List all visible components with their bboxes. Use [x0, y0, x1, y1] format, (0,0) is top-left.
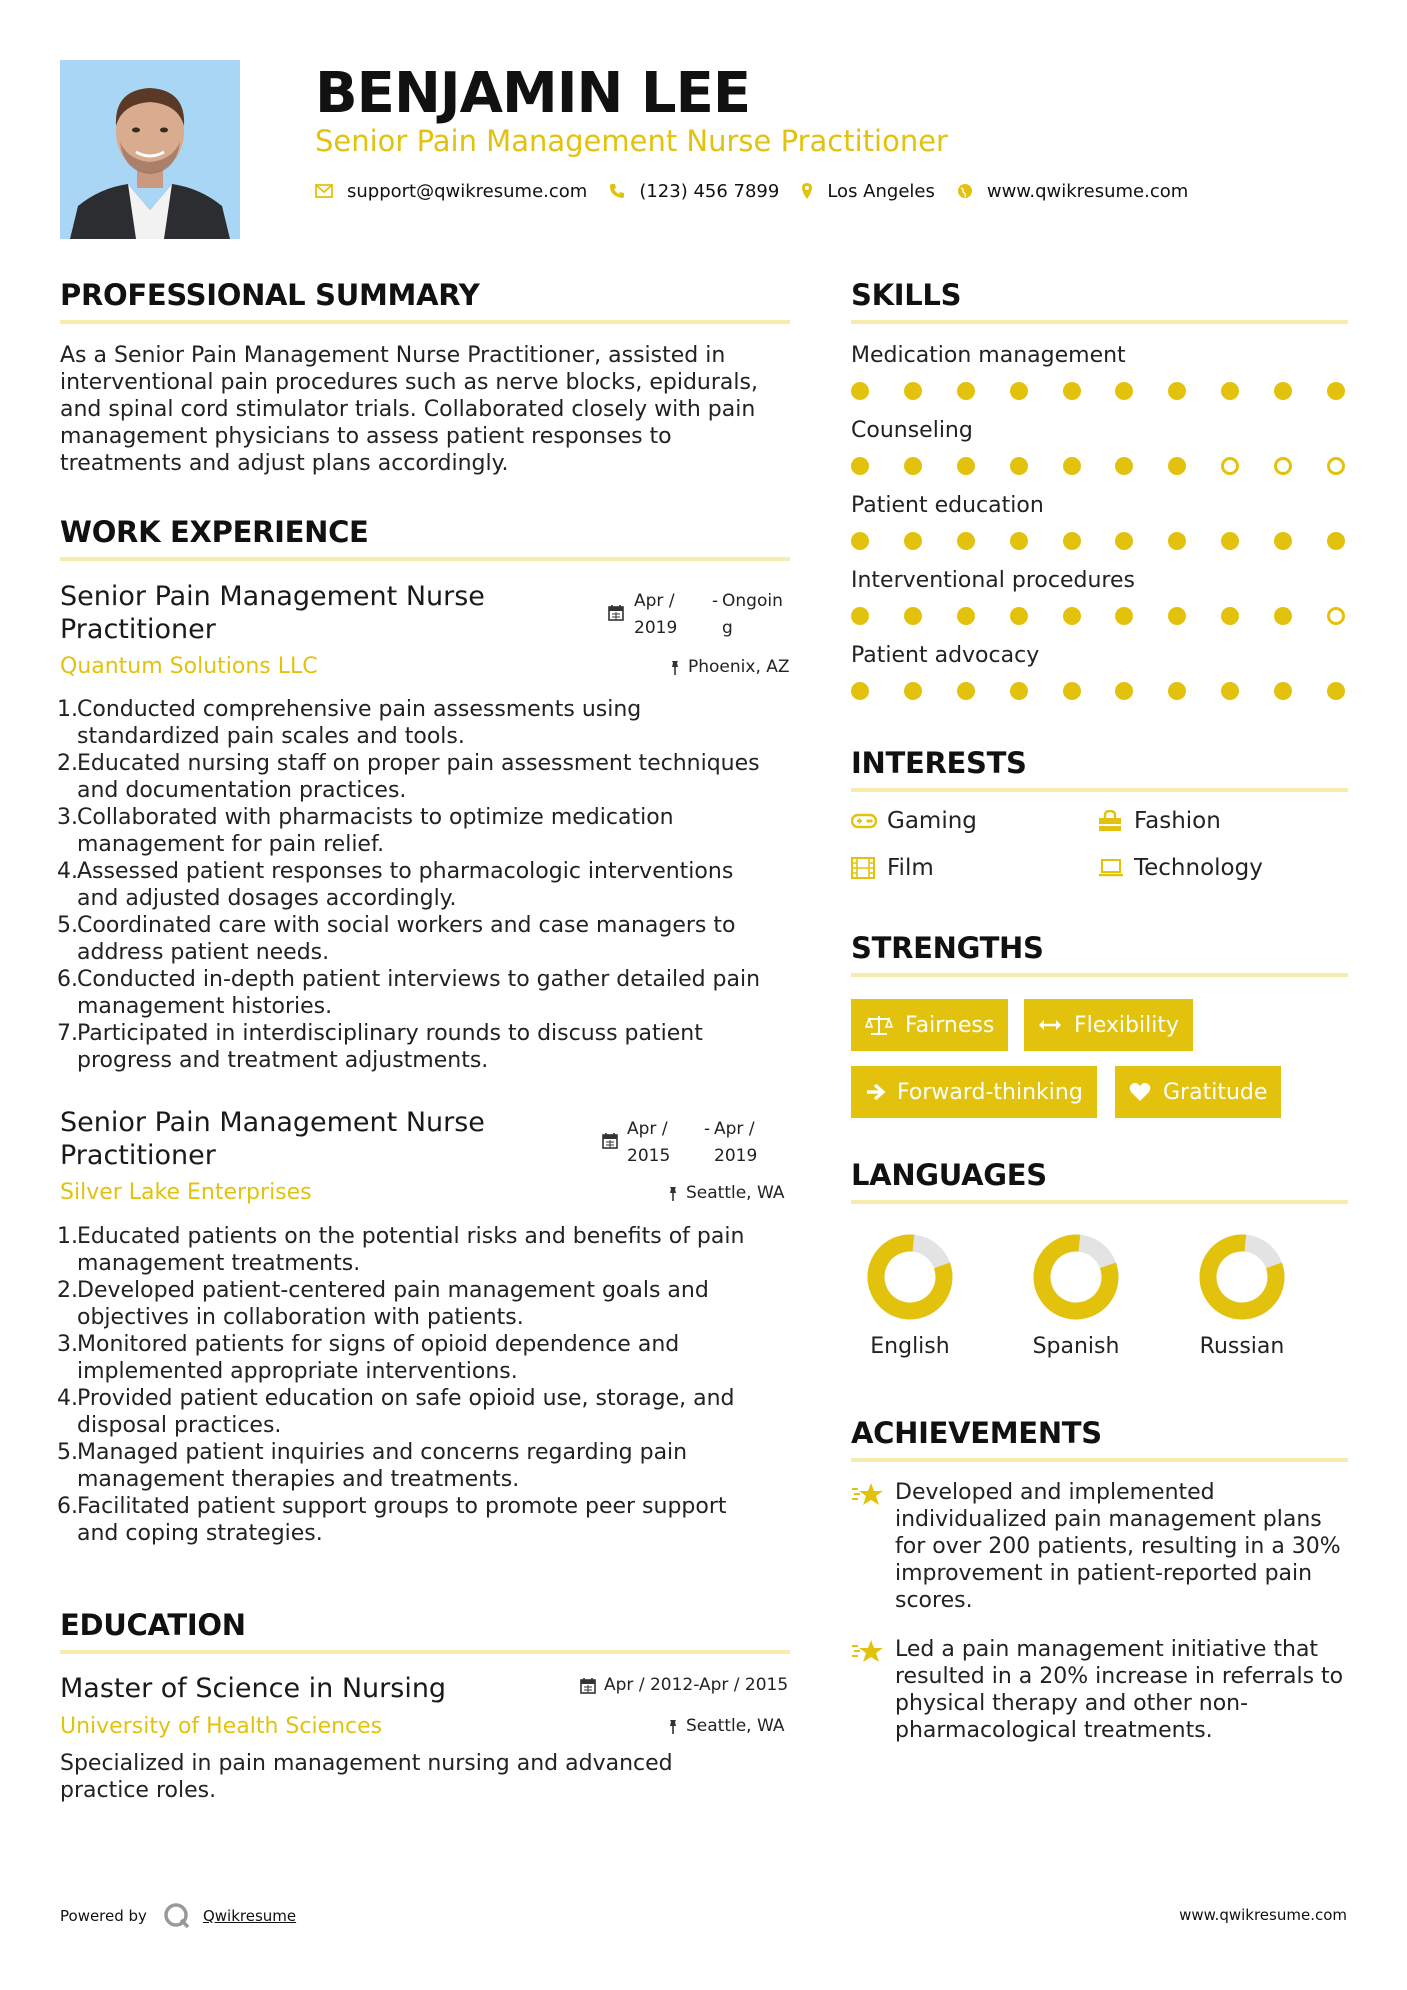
summary-line: treatments and adjust plans accordingly. — [60, 451, 509, 476]
list-item — [57, 966, 802, 1020]
item-number: 4. — [57, 1386, 78, 1411]
section-divider — [60, 1650, 790, 1654]
calendar-icon — [580, 1677, 596, 1694]
job-title-line: Senior Pain Management Nurse — [60, 1107, 485, 1138]
job-title — [60, 1106, 485, 1172]
rating-dot-empty — [1327, 607, 1345, 625]
text-line: objectives in collaboration with patients. — [77, 1305, 524, 1330]
item-text — [77, 1223, 744, 1277]
job-end-date — [714, 1116, 757, 1170]
film-icon — [851, 857, 887, 879]
rating-dot-filled — [1168, 532, 1186, 550]
text-line: scores. — [895, 1588, 973, 1613]
rating-dot-filled — [1221, 532, 1239, 550]
duty-list — [57, 1223, 802, 1547]
rating-dot-filled — [904, 532, 922, 550]
text-line: Managed patient inquiries and concerns regarding pain — [77, 1440, 688, 1465]
list-item — [57, 750, 802, 804]
summary-line: management physicians to assess patient responses to — [60, 424, 672, 449]
text-line: individualized pain management plans — [895, 1507, 1322, 1532]
rating-dot-filled — [957, 457, 975, 475]
language-gauge — [1016, 1232, 1136, 1322]
item-text — [77, 1439, 687, 1493]
rating-dot-filled — [1063, 532, 1081, 550]
rating-dot-filled — [957, 682, 975, 700]
laptop-icon — [1098, 858, 1134, 878]
job-location — [668, 1180, 785, 1207]
rating-dot-filled — [1327, 382, 1345, 400]
rating-dot-filled — [851, 382, 869, 400]
school-name: University of Health Sciences — [60, 1714, 383, 1739]
text-line: Assessed patient responses to pharmacologic interventions — [77, 859, 734, 884]
education-description — [60, 1750, 673, 1804]
education-heading: EDUCATION — [60, 1608, 246, 1642]
date-part: g — [722, 618, 733, 638]
text-line: management histories. — [77, 994, 333, 1019]
interest-item — [851, 855, 934, 881]
rating-dot-empty — [1221, 457, 1239, 475]
job-title-line: Practitioner — [60, 1140, 216, 1171]
rating-dot-empty — [1274, 457, 1292, 475]
achievement-text — [895, 1636, 1343, 1744]
text-line: implemented appropriate interventions. — [77, 1359, 518, 1384]
rating-dot-filled — [1327, 532, 1345, 550]
rating-dot-filled — [1063, 682, 1081, 700]
item-number: 5. — [57, 1440, 78, 1465]
skill-item — [851, 418, 1345, 475]
rating-dot-filled — [1168, 382, 1186, 400]
date-separator: - — [704, 1119, 711, 1139]
skill-item — [851, 568, 1345, 625]
summary-line: and spinal cord stimulator trials. Collaborated closely with pain — [60, 397, 756, 422]
text-line: pharmacological treatments. — [895, 1718, 1213, 1743]
rating-dot-filled — [957, 382, 975, 400]
section-divider — [60, 557, 790, 561]
text-line: and documentation practices. — [77, 778, 407, 803]
item-number: 4. — [57, 859, 78, 884]
language-label: Russian — [1199, 1334, 1285, 1359]
pin-icon — [668, 1719, 678, 1735]
calendar-icon — [608, 604, 624, 625]
balance-scale-icon — [865, 1014, 893, 1036]
achievement-text — [895, 1479, 1341, 1614]
list-item — [57, 912, 802, 966]
gauge-fill — [1198, 1233, 1285, 1320]
job-location-text: Seattle, WA — [686, 1183, 785, 1203]
section-divider — [60, 320, 790, 324]
contact-website[interactable]: www.qwikresume.com — [986, 180, 1189, 202]
summary-line: As a Senior Pain Management Nurse Practitioner, assisted in — [60, 343, 726, 368]
rating-dot-filled — [957, 532, 975, 550]
profile-photo — [60, 60, 240, 239]
item-number: 2. — [57, 751, 78, 776]
skill-item — [851, 493, 1345, 550]
language-gauge — [1182, 1232, 1302, 1322]
star-badge-icon — [851, 1636, 895, 1744]
interest-label: Film — [887, 855, 934, 881]
text-line: Led a pain management initiative that — [895, 1637, 1319, 1662]
date-part: 2019 — [634, 618, 678, 638]
summary-line: interventional pain procedures such as nerve blocks, epidurals, — [60, 370, 758, 395]
job-title — [60, 580, 485, 646]
text-line: physical therapy and other non- — [895, 1691, 1249, 1716]
list-item — [57, 804, 802, 858]
shopping-bag-icon — [1098, 810, 1134, 832]
rating-dot-filled — [904, 607, 922, 625]
skill-rating — [851, 382, 1345, 400]
rating-dot-filled — [904, 457, 922, 475]
language-label: Spanish — [1032, 1334, 1120, 1359]
skill-label: Interventional procedures — [851, 568, 1135, 593]
language-gauge — [850, 1232, 970, 1322]
candidate-role: Senior Pain Management Nurse Practitioner — [315, 124, 948, 158]
skill-item — [851, 643, 1345, 700]
text-line: Participated in interdisciplinary rounds to discuss patient — [77, 1021, 703, 1046]
heart-icon — [1129, 1082, 1151, 1102]
qwikresume-logo-icon — [163, 1902, 191, 1930]
rating-dot-filled — [1327, 682, 1345, 700]
section-divider — [851, 320, 1348, 324]
skill-label: Patient advocacy — [851, 643, 1040, 668]
job-title-line: Practitioner — [60, 614, 216, 645]
strength-label: Gratitude — [1163, 1079, 1268, 1105]
rating-dot-filled — [1168, 682, 1186, 700]
date-part: Ongoin — [722, 591, 783, 611]
language-label: English — [870, 1334, 950, 1359]
strength-label: Fairness — [905, 1012, 995, 1038]
rating-dot-filled — [851, 532, 869, 550]
skill-rating — [851, 532, 1345, 550]
text-line: and adjusted dosages accordingly. — [77, 886, 457, 911]
powered-by-text: Powered by — [60, 1907, 147, 1925]
contact-bar — [315, 178, 1210, 204]
company-name: Silver Lake Enterprises — [60, 1180, 312, 1205]
item-text — [77, 750, 760, 804]
text-line: Provided patient education on safe opioid use, storage, and — [77, 1386, 735, 1411]
education-location-text: Seattle, WA — [686, 1716, 785, 1736]
summary-heading: PROFESSIONAL SUMMARY — [60, 278, 480, 312]
star-badge-icon — [851, 1479, 895, 1614]
rating-dot-filled — [1063, 607, 1081, 625]
rating-dot-filled — [1221, 607, 1239, 625]
skill-rating — [851, 457, 1345, 475]
text-line: and coping strategies. — [77, 1521, 323, 1546]
arrow-right-icon — [865, 1083, 885, 1101]
language-item — [1016, 1232, 1136, 1359]
item-number: 6. — [57, 967, 78, 992]
item-number: 3. — [57, 805, 78, 830]
text-line: Specialized in pain management nursing and advanced — [60, 1751, 673, 1776]
footer-powered-by — [60, 1902, 296, 1930]
duty-list — [57, 696, 802, 1074]
work-heading: WORK EXPERIENCE — [60, 515, 369, 549]
job-location — [670, 654, 790, 681]
list-item — [57, 1331, 802, 1385]
date-part: 2019 — [714, 1146, 758, 1166]
interests-heading: INTERESTS — [851, 746, 1027, 780]
skill-label: Medication management — [851, 343, 1126, 368]
rating-dot-filled — [1168, 457, 1186, 475]
item-number: 3. — [57, 1332, 78, 1357]
list-item — [57, 1493, 802, 1547]
text-line: management for pain relief. — [77, 832, 385, 857]
text-line: practice roles. — [60, 1778, 217, 1803]
item-number: 1. — [57, 1224, 78, 1249]
job-location-text: Phoenix, AZ — [688, 657, 790, 677]
rating-dot-filled — [1221, 382, 1239, 400]
text-line: management treatments. — [77, 1251, 361, 1276]
job-start-date — [627, 1116, 670, 1170]
item-number: 1. — [57, 697, 78, 722]
rating-dot-empty — [1327, 457, 1345, 475]
list-item — [57, 1277, 802, 1331]
rating-dot-filled — [1274, 682, 1292, 700]
contact-email[interactable]: support@qwikresume.com — [347, 180, 588, 202]
gauge-fill — [866, 1233, 953, 1320]
achievement-item — [851, 1636, 1343, 1744]
strength-tag — [1115, 1066, 1281, 1118]
contact-location: Los Angeles — [827, 180, 935, 202]
contact-phone[interactable]: (123) 456 7899 — [639, 180, 780, 202]
skill-rating — [851, 682, 1345, 700]
skill-label: Patient education — [851, 493, 1044, 518]
rating-dot-filled — [904, 382, 922, 400]
list-item — [57, 696, 802, 750]
interest-item — [851, 808, 977, 834]
item-number: 7. — [57, 1021, 78, 1046]
text-line: Educated patients on the potential risks and benefits of pain — [77, 1224, 745, 1249]
text-line: Developed and implemented — [895, 1480, 1215, 1505]
globe-icon — [957, 183, 973, 199]
rating-dot-filled — [1115, 682, 1133, 700]
rating-dot-filled — [1115, 457, 1133, 475]
arrows-horizontal-icon — [1038, 1019, 1062, 1031]
section-divider — [851, 1200, 1348, 1204]
education-dates-text: Apr / 2012-Apr / 2015 — [604, 1675, 789, 1695]
interest-item — [1098, 855, 1263, 881]
skill-rating — [851, 607, 1345, 625]
rating-dot-filled — [1115, 382, 1133, 400]
list-item — [57, 858, 802, 912]
languages-heading: LANGUAGES — [851, 1158, 1047, 1192]
footer-website[interactable]: www.qwikresume.com — [1179, 1906, 1347, 1924]
rating-dot-filled — [851, 607, 869, 625]
rating-dot-filled — [1168, 607, 1186, 625]
rating-dot-filled — [1115, 607, 1133, 625]
item-text — [77, 1493, 727, 1547]
date-part: Apr / — [634, 591, 675, 611]
item-number: 5. — [57, 913, 78, 938]
pin-icon — [670, 660, 680, 676]
rating-dot-filled — [904, 682, 922, 700]
item-text — [77, 1277, 709, 1331]
item-number: 6. — [57, 1494, 78, 1519]
company-name: Quantum Solutions LLC — [60, 654, 318, 679]
interest-label: Fashion — [1134, 808, 1221, 834]
date-part: Apr / — [714, 1119, 755, 1139]
envelope-icon — [315, 184, 333, 198]
date-part: 2015 — [627, 1146, 671, 1166]
section-divider — [851, 1458, 1348, 1462]
interest-label: Gaming — [887, 808, 977, 834]
text-line: for over 200 patients, resulting in a 30% — [895, 1534, 1341, 1559]
degree-title: Master of Science in Nursing — [60, 1673, 447, 1704]
rating-dot-filled — [957, 607, 975, 625]
summary-text — [60, 342, 800, 477]
item-text — [77, 912, 735, 966]
education-location — [668, 1713, 785, 1740]
item-text — [77, 1020, 703, 1074]
item-text — [77, 1331, 679, 1385]
strength-tag — [1024, 999, 1193, 1051]
date-part: Apr / — [627, 1119, 668, 1139]
map-pin-icon — [801, 182, 813, 200]
skills-heading: SKILLS — [851, 278, 962, 312]
rating-dot-filled — [1274, 532, 1292, 550]
date-separator: - — [712, 591, 719, 611]
skill-label: Counseling — [851, 418, 973, 443]
text-line: Monitored patients for signs of opioid dependence and — [77, 1332, 680, 1357]
rating-dot-filled — [851, 457, 869, 475]
rating-dot-filled — [1063, 382, 1081, 400]
rating-dot-filled — [1063, 457, 1081, 475]
rating-dot-filled — [1274, 382, 1292, 400]
rating-dot-filled — [1010, 382, 1028, 400]
achievements-heading: ACHIEVEMENTS — [851, 1416, 1102, 1450]
strength-label: Flexibility — [1074, 1012, 1179, 1038]
language-item — [1182, 1232, 1302, 1359]
rating-dot-filled — [851, 682, 869, 700]
calendar-icon — [602, 1132, 618, 1153]
language-item — [850, 1232, 970, 1359]
skill-item — [851, 343, 1345, 400]
rating-dot-filled — [1010, 532, 1028, 550]
section-divider — [851, 973, 1348, 977]
text-line: progress and treatment adjustments. — [77, 1048, 489, 1073]
section-divider — [851, 788, 1348, 792]
rating-dot-filled — [1221, 682, 1239, 700]
item-text — [77, 804, 674, 858]
text-line: Coordinated care with social workers and case managers to — [77, 913, 736, 938]
gauge-fill — [1032, 1233, 1119, 1320]
strength-tag — [851, 1066, 1097, 1118]
interest-label: Technology — [1134, 855, 1263, 881]
job-end-date — [722, 588, 783, 642]
text-line: improvement in patient-reported pain — [895, 1561, 1313, 1586]
job-title-line: Senior Pain Management Nurse — [60, 581, 485, 612]
text-line: address patient needs. — [77, 940, 330, 965]
list-item — [57, 1020, 802, 1074]
rating-dot-filled — [1010, 607, 1028, 625]
text-line: Conducted comprehensive pain assessments using — [77, 697, 642, 722]
phone-icon — [609, 183, 625, 199]
strengths-heading: STRENGTHS — [851, 931, 1044, 965]
list-item — [57, 1223, 802, 1277]
candidate-name: BENJAMIN LEE — [315, 61, 751, 126]
rating-dot-filled — [1010, 682, 1028, 700]
list-item — [57, 1385, 802, 1439]
gamepad-icon — [851, 813, 887, 829]
achievement-item — [851, 1479, 1341, 1614]
strength-tag — [851, 999, 1008, 1051]
brand-link[interactable]: Qwikresume — [202, 1907, 297, 1925]
item-text — [77, 858, 733, 912]
interest-item — [1098, 808, 1221, 834]
list-item — [57, 1439, 802, 1493]
education-dates — [580, 1672, 788, 1699]
text-line: Facilitated patient support groups to promote peer support — [77, 1494, 727, 1519]
text-line: standardized pain scales and tools. — [77, 724, 465, 749]
rating-dot-filled — [1274, 607, 1292, 625]
text-line: disposal practices. — [77, 1413, 282, 1438]
job-start-date — [634, 588, 677, 642]
text-line: Developed patient-centered pain management goals and — [77, 1278, 709, 1303]
pin-icon — [668, 1186, 678, 1202]
item-text — [77, 1385, 735, 1439]
rating-dot-filled — [1010, 457, 1028, 475]
rating-dot-filled — [1115, 532, 1133, 550]
item-number: 2. — [57, 1278, 78, 1303]
text-line: Educated nursing staff on proper pain assessment techniques — [77, 751, 760, 776]
text-line: management therapies and treatments. — [77, 1467, 520, 1492]
text-line: resulted in a 20% increase in referrals to — [895, 1664, 1344, 1689]
item-text — [77, 966, 760, 1020]
item-text — [77, 696, 641, 750]
text-line: Collaborated with pharmacists to optimize medication — [77, 805, 674, 830]
text-line: Conducted in-depth patient interviews to gather detailed pain — [77, 967, 761, 992]
strength-label: Forward-thinking — [897, 1079, 1083, 1105]
